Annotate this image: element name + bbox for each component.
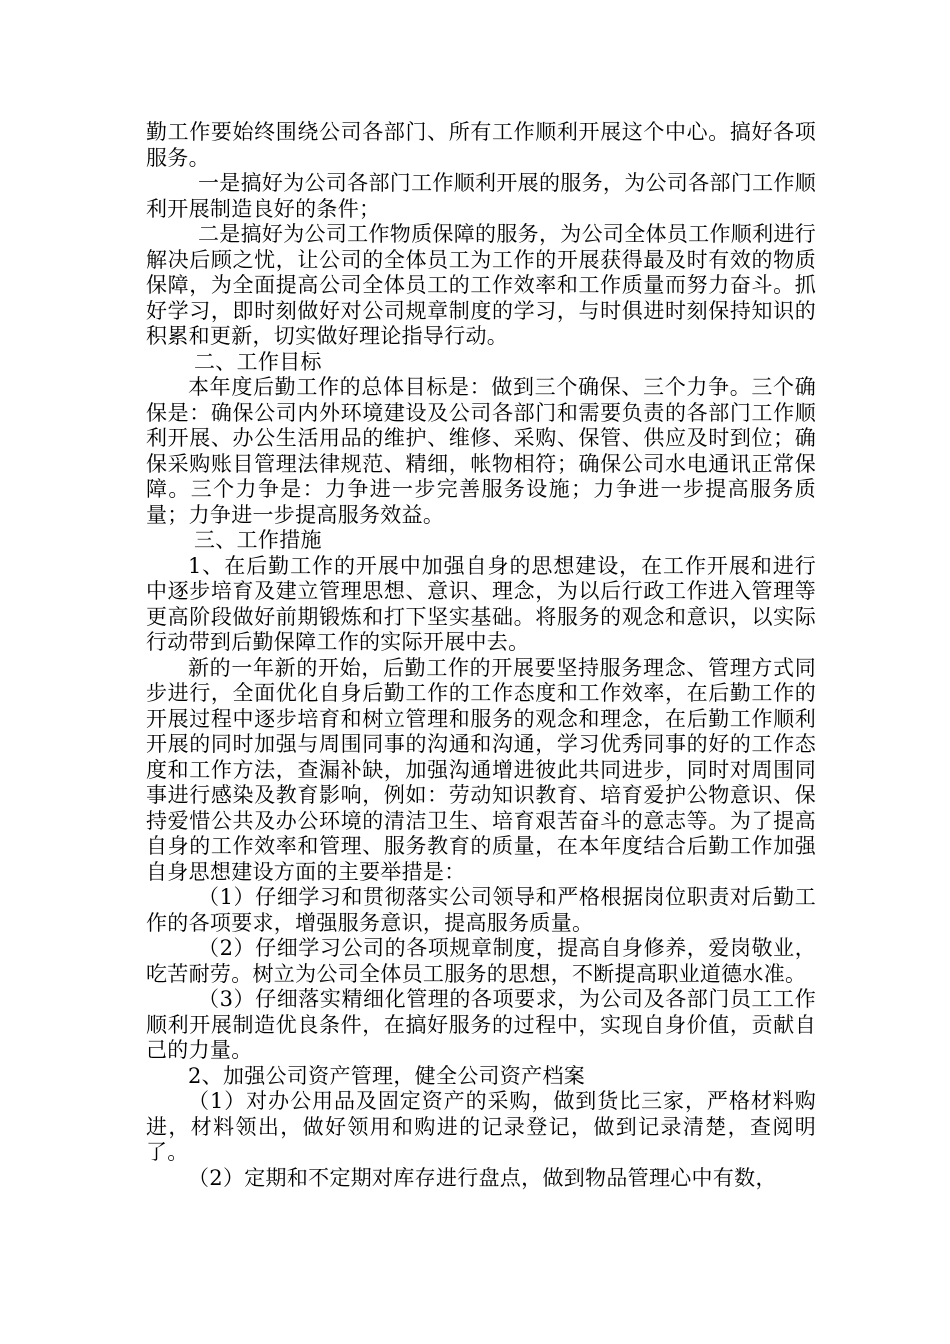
list-item-3: （3）仔细落实精细化管理的各项要求，为公司及各部门员工工作顺利开展制造优良条件，在搞好服务的过程中，实现自身价值，贡献自己的力量。 — [146, 987, 816, 1062]
paragraph-goals: 本年度后勤工作的总体目标是：做到三个确保、三个力争。三个确保是：确保公司内外环境建设及公司各部门和需要负责的各部门工作顺利开展、办公生活用品的维护、维修、采购、保管、供应及时到位；确保采购账目管理法律规范、精细，帐物相符；确保公司水电通讯正常保障。三个力争是：力争进一步完善服务设施；力争进一步提高服务质量；力争进一步提高服务效益。 — [146, 375, 816, 527]
paragraph-new-year: 新的一年新的开始，后勤工作的开展要坚持服务理念、管理方式同步进行，全面优化自身后勤工作的工作态度和工作效率，在后勤工作的开展过程中逐步培育和树立管理和服务的观念和理念，在后勤工作顺利开展的同时加强与周围同事的沟通和沟通，学习优秀同事的好的工作态度和工作方法，查漏补缺，加强沟通增进彼此共同进步，同时对周围同事进行感染及教育影响，例如：劳动知识教育、培育爱护公物意识、保持爱惜公共及办公环境的清洁卫生、培育艰苦奋斗的意志等。为了提高自身的工作效率和管理、服务教育的质量，在本年度结合后勤工作加强自身思想建设方面的主要举措是： — [146, 655, 816, 884]
paragraph-measure-1: 1、在后勤工作的开展中加强自身的思想建设，在工作开展和进行中逐步培育及建立管理思想、意识、理念，为以后行政工作进入管理等更高阶段做好前期锻炼和打下坚实基础。将服务的观念和意识，以实际行动带到后勤保障工作的实际开展中去。 — [146, 553, 816, 654]
list-item-asset-1: （1）对办公用品及固定资产的采购，做到货比三家，严格材料购进，材料领出，做好领用和购进的记录登记，做到记录清楚，查阅明了。 — [146, 1089, 816, 1164]
paragraph-intro: 勤工作要始终围绕公司各部门、所有工作顺利开展这个中心。搞好各项服务。 — [146, 120, 816, 170]
list-item-1: （1）仔细学习和贯彻落实公司领导和严格根据岗位职责对后勤工作的各项要求，增强服务意识，提高服务质量。 — [146, 885, 816, 935]
list-item-2: （2）仔细学习公司的各项规章制度，提高自身修养，爱岗敬业，吃苦耐劳。树立为公司全体员工服务的思想，不断提高职业道德水准。 — [146, 936, 816, 986]
paragraph-service-two: 二是搞好为公司工作物质保障的服务，为公司全体员工作顺利进行解决后顾之忧，让公司的全体员工为工作的开展获得最及时有效的物质保障，为全面提高公司全体员工的工作效率和工作质量而努力奋斗。抓好学习，即时刻做好对公司规章制度的学习，与时俱进时刻保持知识的积累和更新，切实做好理论指导行动。 — [146, 222, 816, 348]
paragraph-measure-2: 2、加强公司资产管理，健全公司资产档案 — [188, 1063, 586, 1088]
section-heading-goals: 二、工作目标 — [194, 349, 322, 374]
paragraph-service-one: 一是搞好为公司各部门工作顺利开展的服务，为公司各部门工作顺利开展制造良好的条件； — [146, 171, 816, 221]
list-item-asset-2: （2）定期和不定期对库存进行盘点，做到物品管理心中有数， — [188, 1165, 777, 1190]
document-page — [146, 120, 816, 1191]
section-heading-measures: 三、工作措施 — [194, 528, 322, 552]
